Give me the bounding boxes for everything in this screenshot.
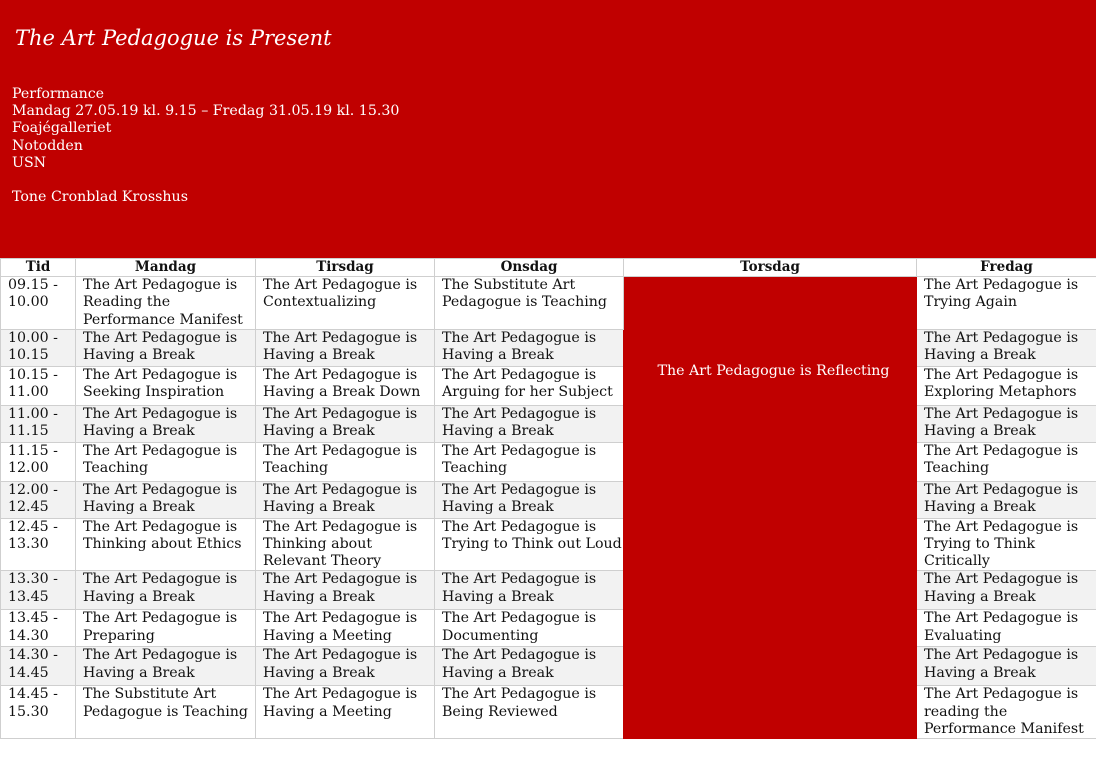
time-cell: 09.15 - 10.00 [1, 277, 76, 330]
time-cell: 13.45 - 14.30 [1, 610, 76, 647]
table-row [1, 405, 1096, 442]
wednesday-cell: The Art Pedagogue is Trying to Think out Loud [435, 518, 624, 571]
monday-cell: The Art Pedagogue is Having a Break [76, 571, 256, 610]
friday-cell: The Art Pedagogue is Teaching [917, 442, 1096, 481]
tuesday-cell: The Art Pedagogue is Having a Break [256, 329, 435, 366]
table-row [1, 442, 1096, 481]
friday-cell: The Art Pedagogue is Having a Break [917, 329, 1096, 366]
info-line-artist: Tone Cronblad Krosshus [12, 189, 188, 206]
friday-cell: The Art Pedagogue is Exploring Metaphors [917, 366, 1096, 405]
table-row [1, 686, 1096, 739]
friday-cell: The Art Pedagogue is Having a Break [917, 405, 1096, 442]
wednesday-cell: The Art Pedagogue is Teaching [435, 442, 624, 481]
friday-cell: The Art Pedagogue is reading the Performance Manifest [917, 686, 1096, 739]
friday-cell: The Art Pedagogue is Having a Break [917, 481, 1096, 518]
info-line-institution: USN [12, 154, 47, 171]
monday-cell: The Art Pedagogue is Thinking about Ethics [76, 518, 256, 571]
time-cell: 10.15 - 11.00 [1, 366, 76, 405]
tuesday-cell: The Art Pedagogue is Having a Break [256, 481, 435, 518]
monday-cell: The Art Pedagogue is Preparing [76, 610, 256, 647]
monday-cell: The Art Pedagogue is Having a Break [76, 329, 256, 366]
time-cell: 13.30 - 13.45 [1, 571, 76, 610]
table-row [1, 277, 1096, 330]
info-line-city: Notodden [12, 137, 83, 154]
column-header-wednesday: Onsdag [435, 259, 624, 277]
tuesday-cell: The Art Pedagogue is Having a Meeting [256, 686, 435, 739]
table-row [1, 647, 1096, 686]
wednesday-cell: The Art Pedagogue is Having a Break [435, 481, 624, 518]
time-cell: 11.00 - 11.15 [1, 405, 76, 442]
monday-cell: The Substitute Art Pedagogue is Teaching [76, 686, 256, 739]
tuesday-cell: The Art Pedagogue is Contextualizing [256, 277, 435, 330]
wednesday-cell: The Art Pedagogue is Having a Break [435, 329, 624, 366]
monday-cell: The Art Pedagogue is Having a Break [76, 647, 256, 686]
friday-cell: The Art Pedagogue is Evaluating [917, 610, 1096, 647]
time-cell: 12.45 - 13.30 [1, 518, 76, 571]
table-row [1, 518, 1096, 571]
wednesday-cell: The Art Pedagogue is Being Reviewed [435, 686, 624, 739]
monday-cell: The Art Pedagogue is Reading the Performance Manifest [76, 277, 256, 330]
table-header-row [1, 259, 1096, 277]
time-cell: 10.00 - 10.15 [1, 329, 76, 366]
wednesday-cell: The Art Pedagogue is Having a Break [435, 647, 624, 686]
table-row [1, 366, 1096, 405]
wednesday-cell: The Art Pedagogue is Having a Break [435, 405, 624, 442]
monday-cell: The Art Pedagogue is Having a Break [76, 405, 256, 442]
tuesday-cell: The Art Pedagogue is Having a Break Down [256, 366, 435, 405]
friday-cell: The Art Pedagogue is Having a Break [917, 647, 1096, 686]
time-cell: 12.00 - 12.45 [1, 481, 76, 518]
column-header-tuesday: Tirsdag [256, 259, 435, 277]
friday-cell: The Art Pedagogue is Trying to Think Critically [917, 518, 1096, 571]
info-line-venue: Foajégalleriet [12, 120, 112, 137]
wednesday-cell: The Art Pedagogue is Having a Break [435, 571, 624, 610]
table-row [1, 571, 1096, 610]
column-header-time: Tid [1, 259, 76, 277]
info-line-dates: Mandag 27.05.19 kl. 9.15 – Fredag 31.05.19 kl. 15.30 [12, 103, 400, 120]
monday-cell: The Art Pedagogue is Seeking Inspiration [76, 366, 256, 405]
tuesday-cell: The Art Pedagogue is Thinking about Relevant Theory [256, 518, 435, 571]
column-header-friday: Fredag [917, 259, 1096, 277]
schedule-table [0, 258, 1096, 739]
tuesday-cell: The Art Pedagogue is Having a Break [256, 405, 435, 442]
table-row [1, 481, 1096, 518]
thursday-reflecting-cell: The Art Pedagogue is Reflecting [624, 277, 917, 739]
time-cell: 14.45 - 15.30 [1, 686, 76, 739]
event-info [12, 86, 399, 206]
friday-cell: The Art Pedagogue is Trying Again [917, 277, 1096, 330]
column-header-monday: Mandag [76, 259, 256, 277]
wednesday-cell: The Substitute Art Pedagogue is Teaching [435, 277, 624, 330]
table-row [1, 610, 1096, 647]
monday-cell: The Art Pedagogue is Teaching [76, 442, 256, 481]
tuesday-cell: The Art Pedagogue is Having a Break [256, 571, 435, 610]
wednesday-cell: The Art Pedagogue is Documenting [435, 610, 624, 647]
tuesday-cell: The Art Pedagogue is Teaching [256, 442, 435, 481]
info-line-type: Performance [12, 86, 105, 102]
time-cell: 11.15 - 12.00 [1, 442, 76, 481]
tuesday-cell: The Art Pedagogue is Having a Break [256, 647, 435, 686]
monday-cell: The Art Pedagogue is Having a Break [76, 481, 256, 518]
info-line-spacer [12, 172, 399, 189]
friday-cell: The Art Pedagogue is Having a Break [917, 571, 1096, 610]
table-row [1, 329, 1096, 366]
tuesday-cell: The Art Pedagogue is Having a Meeting [256, 610, 435, 647]
wednesday-cell: The Art Pedagogue is Arguing for her Subject [435, 366, 624, 405]
page-title: The Art Pedagogue is Present [15, 26, 332, 50]
column-header-thursday: Torsdag [624, 259, 917, 277]
time-cell: 14.30 - 14.45 [1, 647, 76, 686]
header-banner [0, 0, 1096, 258]
